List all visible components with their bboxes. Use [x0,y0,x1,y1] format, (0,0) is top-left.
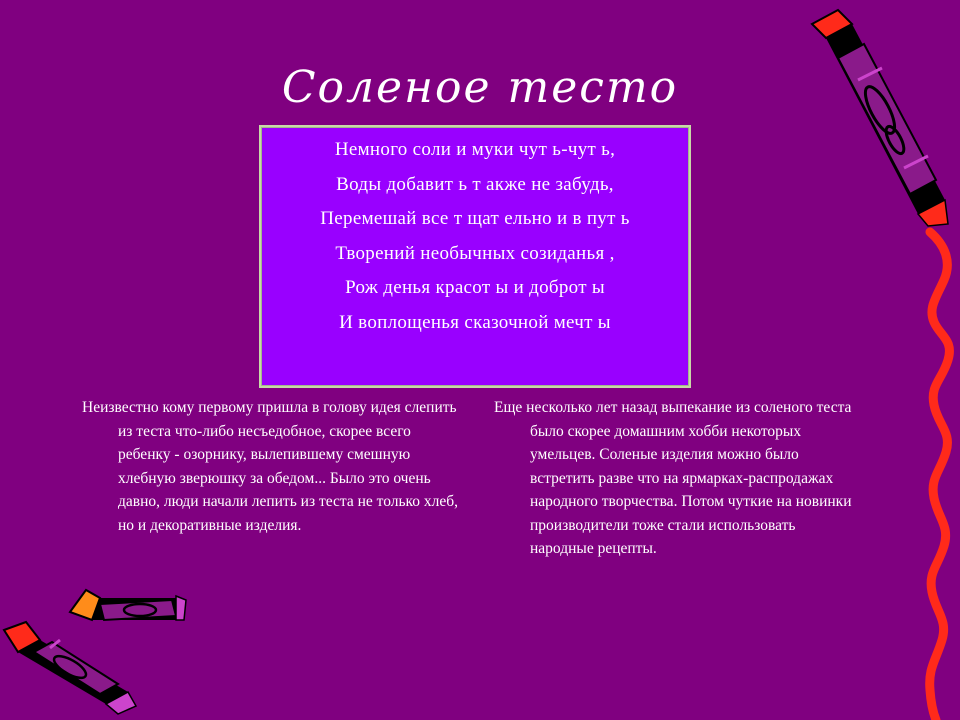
poem-line-3: Перемешай все т щат ельно и в пут ь [320,208,630,229]
poem-line-2: Воды добавит ь т акже не забудь, [336,173,614,195]
poem-box [259,125,691,388]
poem-line-6: И воплощенья сказочной мечт ы [339,311,611,333]
poem-line-1: Немного соли и муки чут ь-чут ь, [334,139,616,160]
crayons-pair-icon [4,590,186,714]
left-paragraph: Неизвестно кому первому пришла в голову идея слепить из теста что-либо несъедобное, скорее всего ребенку - озорнику, вылепившему смешную хлебную зверюшку за обедом... Было это очень давно, люди начали лепить из теста не только хлеб, но и декоративные изделия. [82,399,459,534]
right-paragraph: Еще несколько лет назад выпекание из соленого теста было скорее домашним хобби некоторых умельцев. Соленые изделия можно было встретить разве что на ярмарках-распродажах народного творчества. Потом чуткие на новинки производители тоже стали использовать народные рецепты. [494,399,852,557]
poem-line-5: Рож денья красот ы и доброт ы [345,277,605,298]
slide-title: Соленое тесто [281,62,679,113]
poem-line-4: Творений необычных созиданья , [335,242,615,264]
scribble-line-icon [930,232,950,720]
crayon-icon [812,10,948,226]
